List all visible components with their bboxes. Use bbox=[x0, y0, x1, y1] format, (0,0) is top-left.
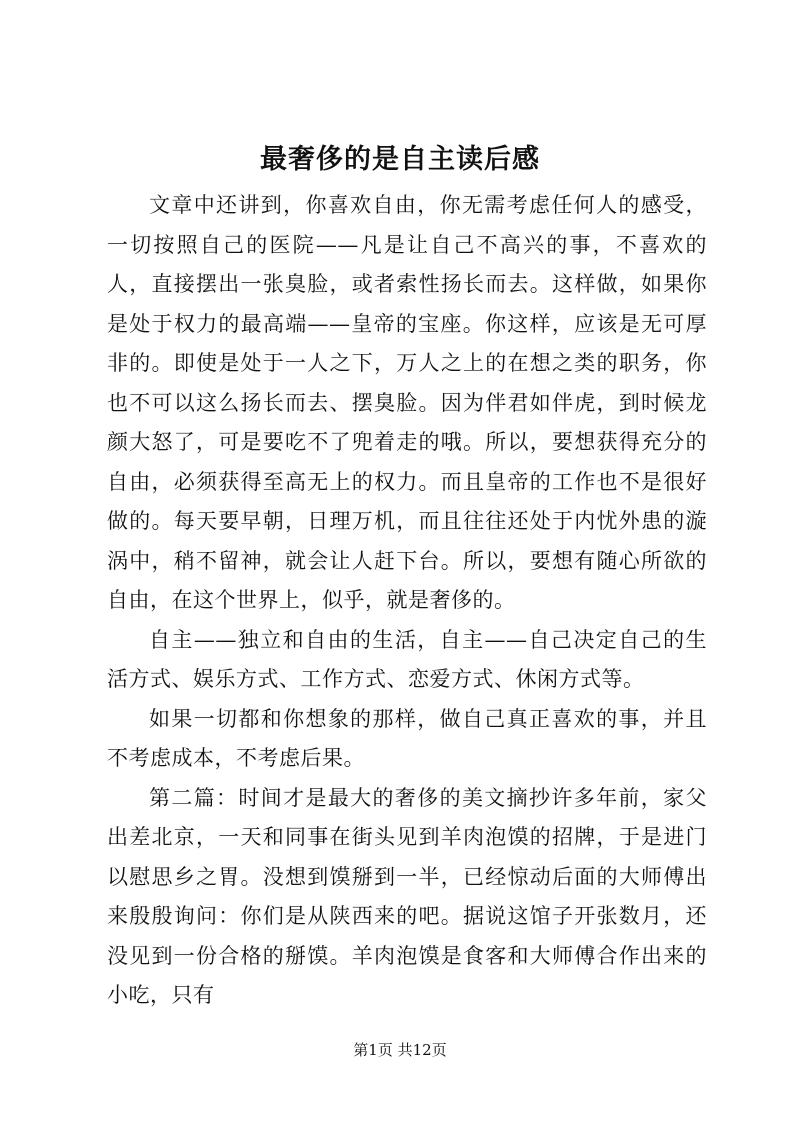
paragraph-2: 自主——独立和自由的生活，自主——自己决定自己的生活方式、娱乐方式、工作方式、恋爱方式、休闲方式等。 bbox=[107, 627, 707, 691]
paragraph-4: 第二篇：时间才是最大的奢侈的美文摘抄许多年前，家父出差北京，一天和同事在街头见到羊肉泡馍的招牌，于是进门以慰思乡之胃。没想到馍掰到一半，已经惊动后面的大师傅出来殷殷询问：你们是从陕西来的吧。据说这馆子开张数月，还没见到一份合格的掰馍。羊肉泡馍是食客和大师傅合作出来的小吃，只有 bbox=[107, 785, 707, 1007]
paragraph-3: 如果一切都和你想象的那样，做自己真正喜欢的事，并且不考虑成本，不考虑后果。 bbox=[107, 706, 707, 770]
document-title: 最奢侈的是自主读后感 bbox=[260, 144, 540, 175]
paragraph-1: 文章中还讲到，你喜欢自由，你无需考虑任何人的感受，一切按照自己的医院——凡是让自己不高兴的事，不喜欢的人，直接摆出一张臭脸，或者索性扬长而去。这样做，如果你是处于权力的最高端——皇帝的宝座。你这样，应该是无可厚非的。即使是处于一人之下，万人之上的在想之类的职务，你也不可以这么扬长而去、摆臭脸。因为伴君如伴虎，到时候龙颜大怒了，可是要吃不了兜着走的哦。所以，要想获得充分的自由，必须获得至高无上的权力。而且皇帝的工作也不是很好做的。每天要早朝，日理万机，而且往往还处于内忧外患的漩涡中，稍不留神，就会让人赶下台。所以，要想有随心所欲的自由，在这个世界上，似乎，就是奢侈的。 bbox=[107, 193, 707, 612]
document-body bbox=[107, 186, 707, 1016]
page-number-footer: 第1页 共12页 bbox=[353, 1041, 447, 1059]
